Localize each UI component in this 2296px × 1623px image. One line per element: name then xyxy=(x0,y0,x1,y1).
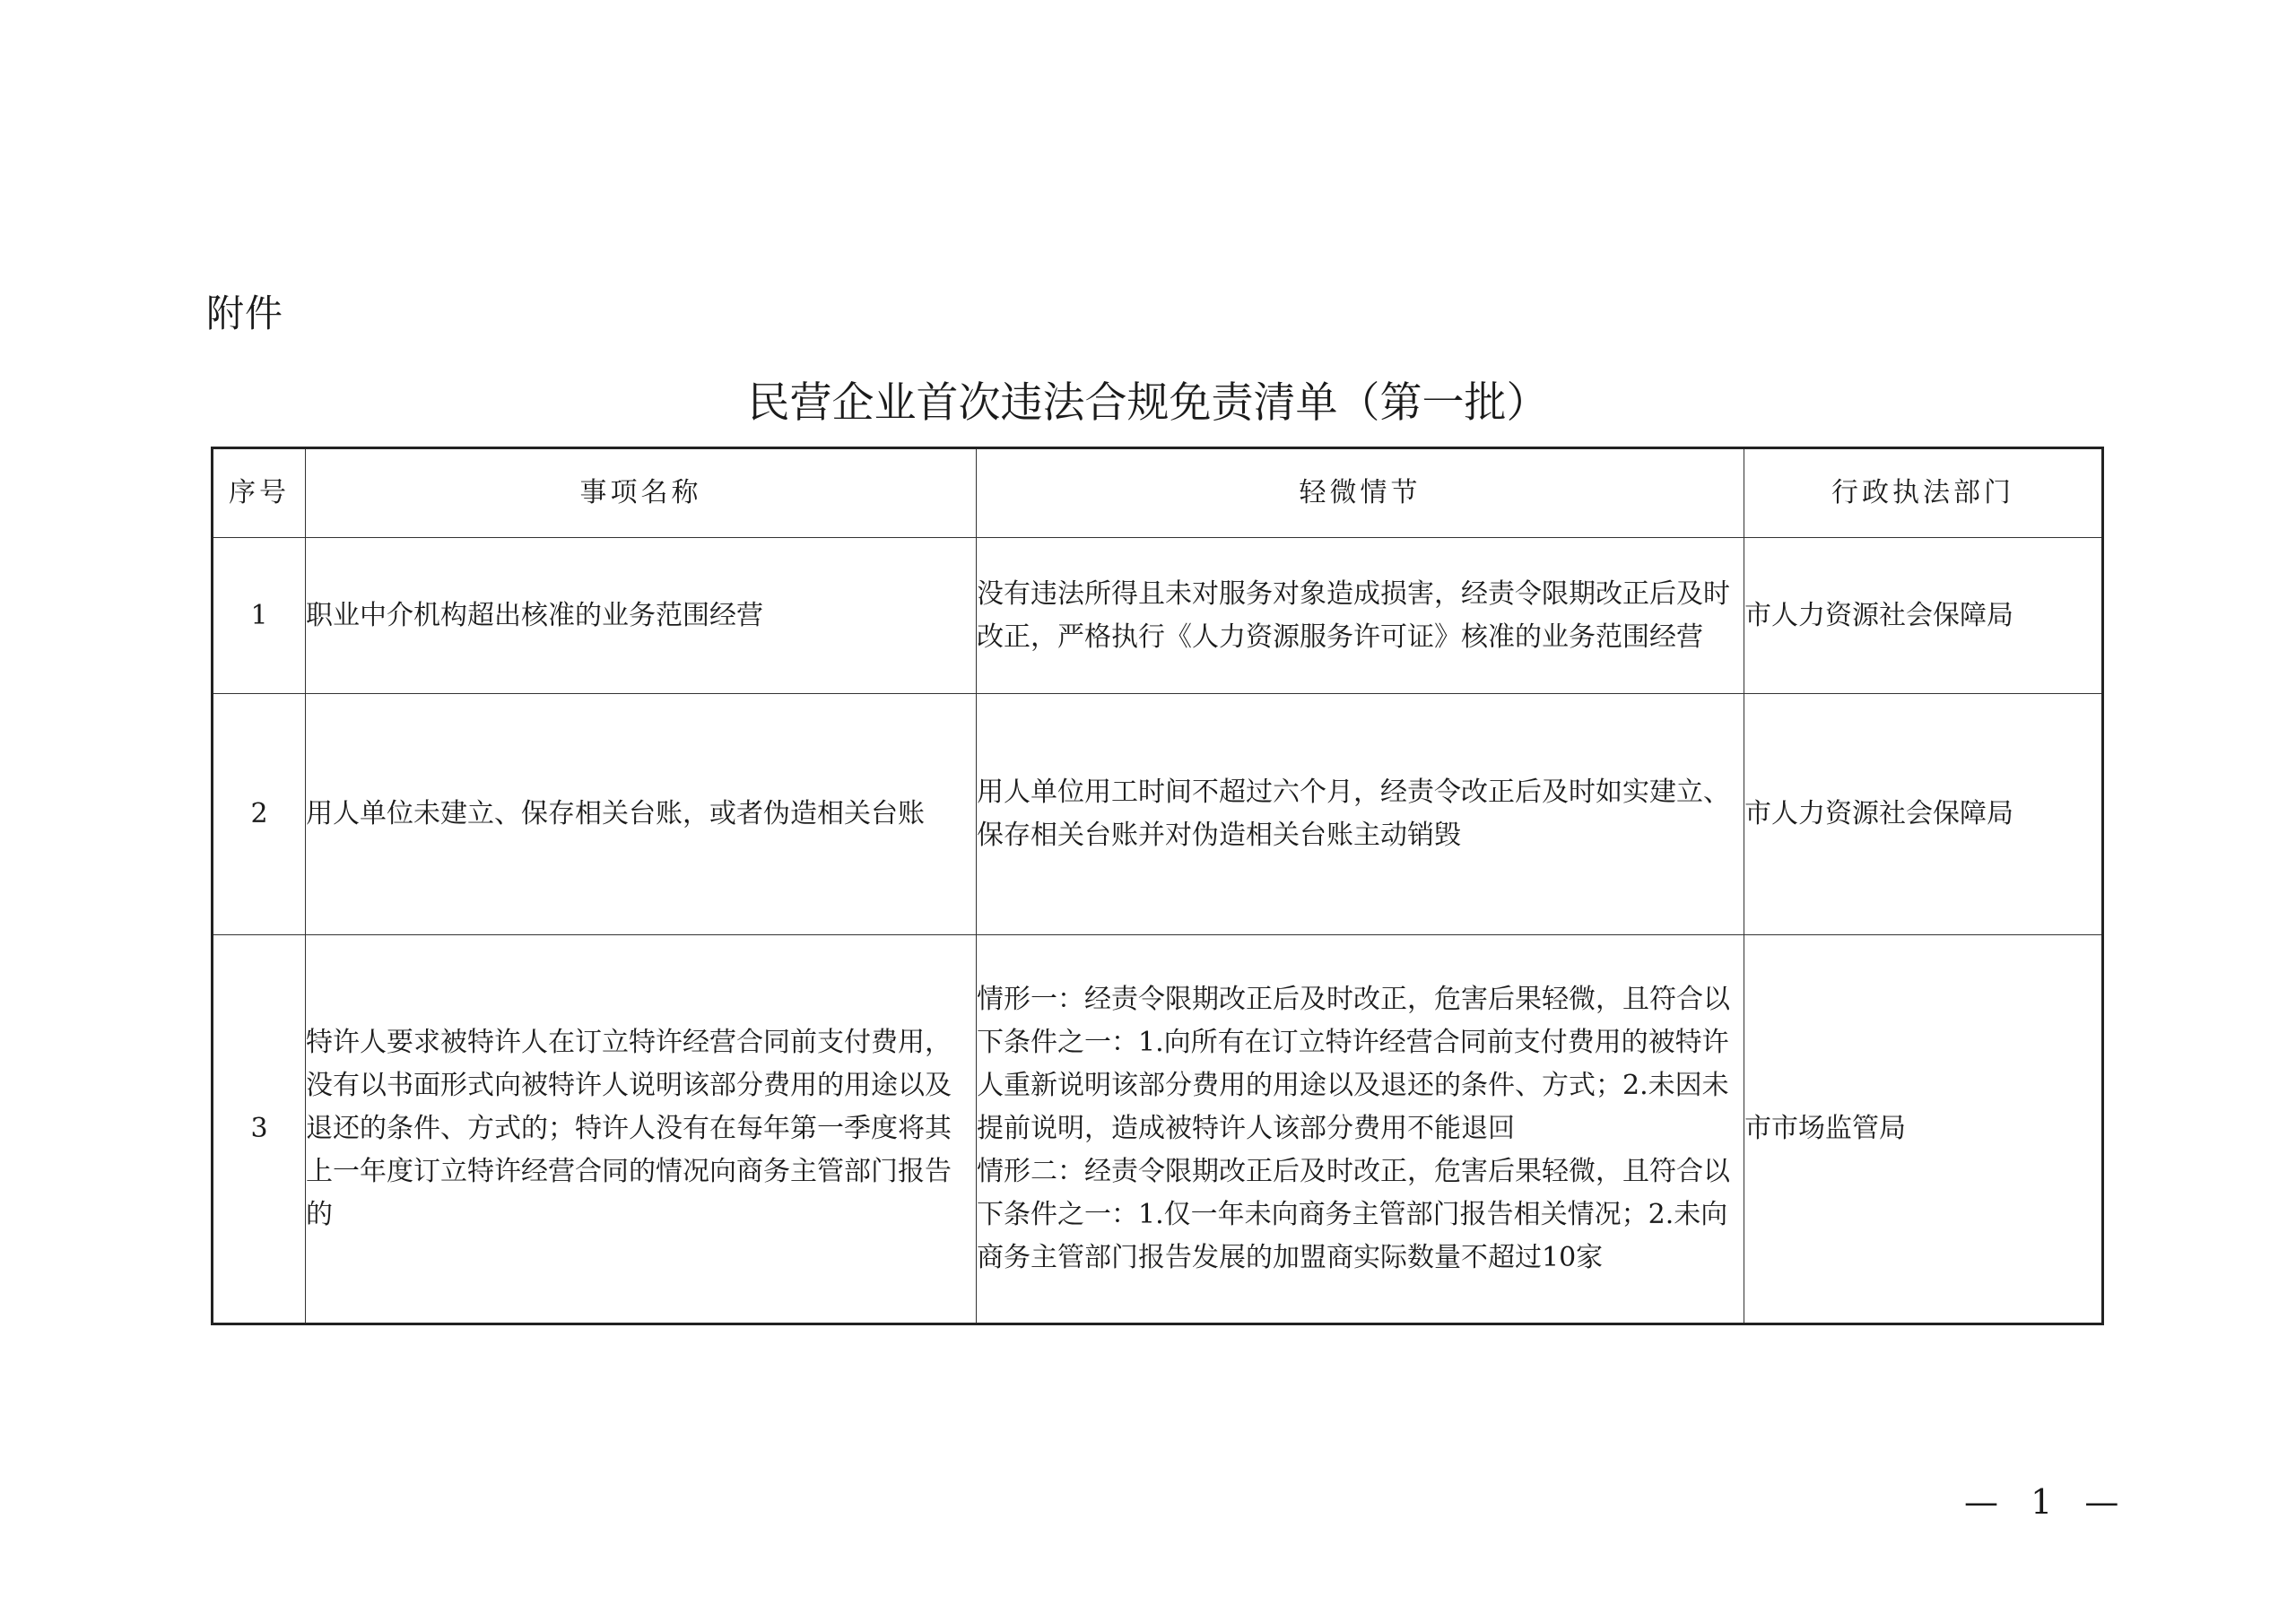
attachment-label: 附件 xyxy=(206,291,284,335)
header-minor-circumstance: 轻微情节 xyxy=(977,448,1744,538)
minor-circumstance-cell: 用人单位用工时间不超过六个月，经责令改正后及时如实建立、保存相关台账并对伪造相关台账主动销毁 xyxy=(977,694,1744,935)
minor-circumstance-cell xyxy=(977,935,1744,1324)
circumstance-case-two: 情形二：经责令限期改正后及时改正，危害后果轻微，且符合以下条件之一：1.仅一年未向商务主管部门报告相关情况；2.未向商务主管部门报告发展的加盟商实际数量不超过10家 xyxy=(977,1156,1730,1273)
page-number: — 1 — xyxy=(1964,1482,2130,1522)
header-item-name: 事项名称 xyxy=(306,448,977,538)
item-name-cell: 职业中介机构超出核准的业务范围经营 xyxy=(306,538,977,694)
department-cell: 市人力资源社会保障局 xyxy=(1744,538,2103,694)
table-row xyxy=(213,694,2103,935)
table-header-row xyxy=(213,448,2103,538)
row-number: 2 xyxy=(213,694,306,935)
exemption-list-table xyxy=(211,447,2104,1325)
header-enforcement-department: 行政执法部门 xyxy=(1744,448,2103,538)
department-cell: 市市场监管局 xyxy=(1744,935,2103,1324)
department-cell: 市人力资源社会保障局 xyxy=(1744,694,2103,935)
header-no: 序号 xyxy=(213,448,306,538)
item-name-cell: 特许人要求被特许人在订立特许经营合同前支付费用，没有以书面形式向被特许人说明该部分费用的用途以及退还的条件、方式的；特许人没有在每年第一季度将其上一年度订立特许经营合同的情况向商务主管部门报告的 xyxy=(306,935,977,1324)
table-row xyxy=(213,935,2103,1324)
table-row xyxy=(213,538,2103,694)
circumstance-case-one: 情形一：经责令限期改正后及时改正，危害后果轻微，且符合以下条件之一：1.向所有在订立特许经营合同前支付费用的被特许人重新说明该部分费用的用途以及退还的条件、方式；2.未因未提前说明，造成被特许人该部分费用不能退回 xyxy=(977,984,1730,1144)
minor-circumstance-cell: 没有违法所得且未对服务对象造成损害，经责令限期改正后及时改正，严格执行《人力资源服务许可证》核准的业务范围经营 xyxy=(977,538,1744,694)
item-name-cell: 用人单位未建立、保存相关台账，或者伪造相关台账 xyxy=(306,694,977,935)
row-number: 3 xyxy=(213,935,306,1324)
document-title: 民营企业首次违法合规免责清单（第一批） xyxy=(747,378,1549,428)
row-number: 1 xyxy=(213,538,306,694)
